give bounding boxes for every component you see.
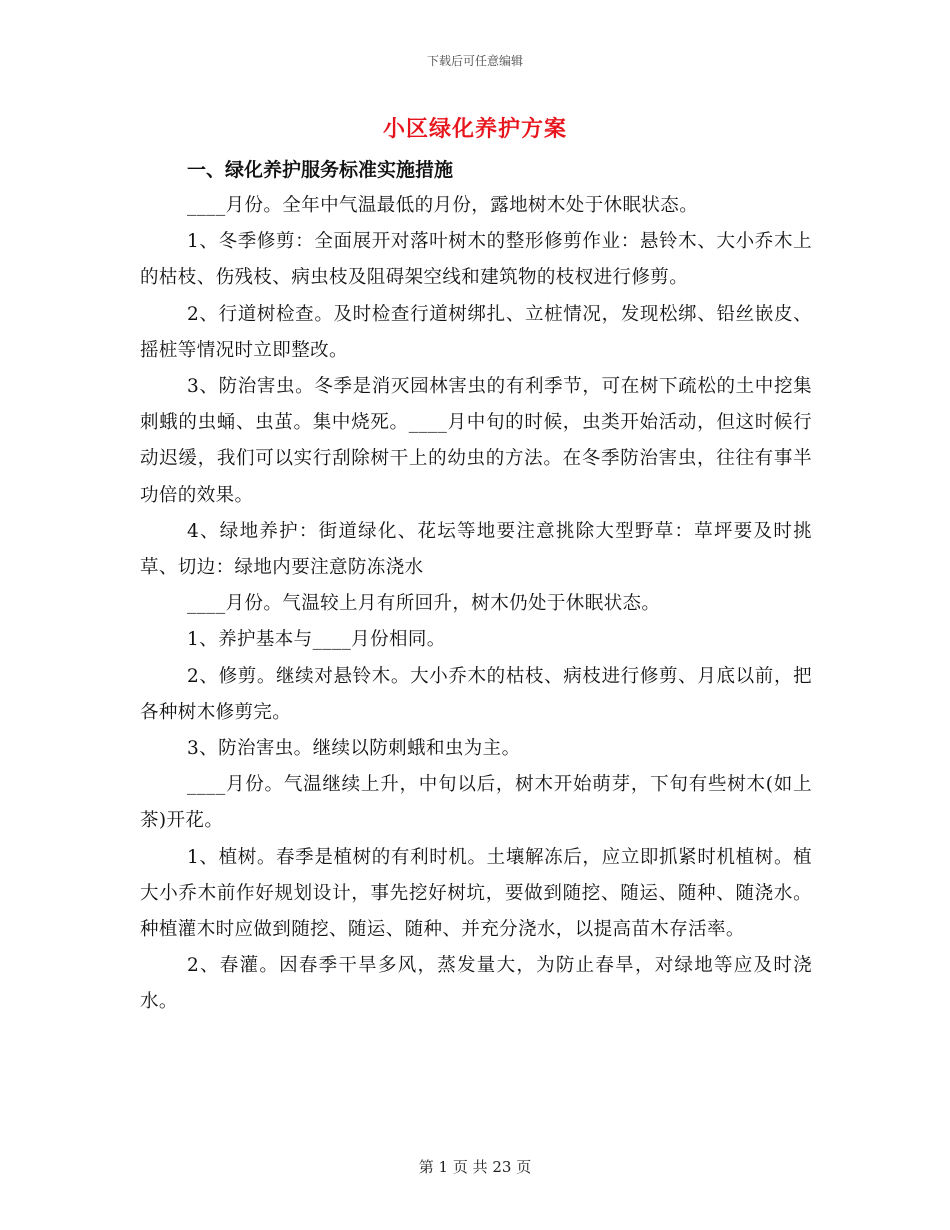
paragraph: 2、行道树检查。及时检查行道树绑扎、立桩情况，发现松绑、铅丝嵌皮、摇桩等情况时立即整改。 [140, 303, 812, 361]
paragraph: 3、防治害虫。冬季是消灭园林害虫的有利季节，可在树下疏松的土中挖集刺蛾的虫蛹、虫茧。集中烧死。____月中旬的时候，虫类开始活动，但这时候行动迟缓，我们可以实行刮除树干上的幼虫的方法。在冬季防治害虫，往往有事半功倍的效果。 [140, 376, 812, 506]
paragraph: 1、冬季修剪：全面展开对落叶树木的整形修剪作业：悬铃木、大小乔木上的枯枝、伤残枝、病虫枝及阻碍架空线和建筑物的枝杈进行修剪。 [140, 231, 812, 289]
paragraph: ____月份。气温继续上升，中旬以后，树木开始萌芽，下旬有些树木(如上茶)开花。 [140, 774, 812, 832]
page-header: 下载后可任意编辑 [426, 54, 523, 68]
section-heading: 一、绿化养护服务标准实施措施 [187, 159, 454, 181]
paragraph: 2、春灌。因春季干旱多风，蒸发量大，为防止春旱，对绿地等应及时浇水。 [140, 955, 812, 1013]
paragraph: 4、绿地养护：街道绿化、花坛等地要注意挑除大型野草：草坪要及时挑草、切边：绿地内要注意防冻浇水 [140, 520, 812, 579]
document-body [140, 152, 812, 1021]
paragraph: 2、修剪。继续对悬铃木。大小乔木的枯枝、病枝进行修剪、月底以前，把各种树木修剪完。 [140, 665, 812, 723]
paragraph: 1、植树。春季是植树的有利时机。土壤解冻后，应立即抓紧时机植树。植大小乔木前作好规划设计，事先挖好树坑，要做到随挖、随运、随种、随浇水。种植灌木时应做到随挖、随运、随种、并充分浇水，以提高苗木存活率。 [140, 846, 812, 941]
paragraph: 1、养护基本与____月份相同。 [187, 629, 446, 651]
paragraph: ____月份。气温较上月有所回升，树木仍处于休眠状态。 [187, 593, 661, 615]
document-title: 小区绿化养护方案 [382, 117, 567, 142]
page-number-footer: 第 1 页 共 23 页 [418, 1158, 532, 1176]
paragraph: 3、防治害虫。继续以防刺蛾和虫为主。 [187, 738, 521, 760]
paragraph: ____月份。全年中气温最低的月份，露地树木处于休眠状态。 [187, 195, 699, 216]
